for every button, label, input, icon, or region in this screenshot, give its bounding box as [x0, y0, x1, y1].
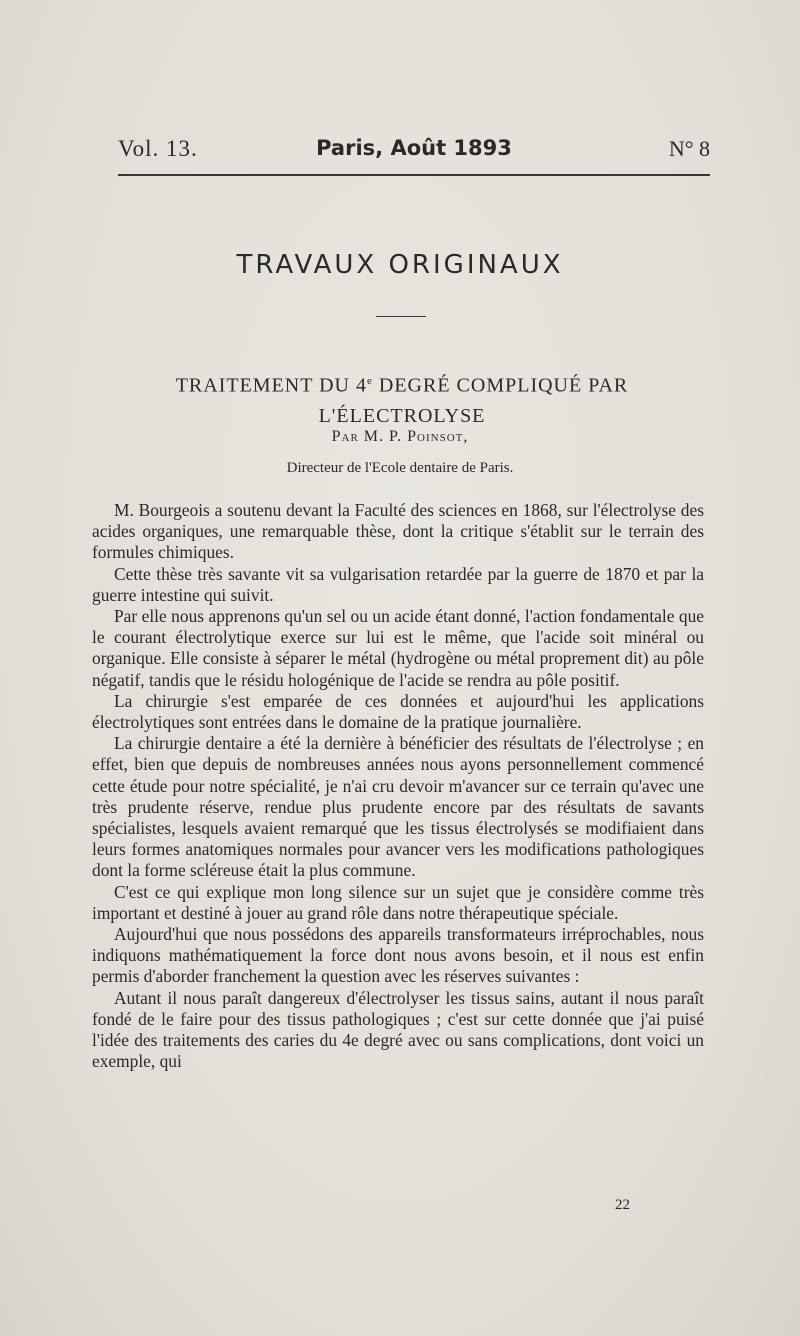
article-title-line-2: L'ÉLECTROLYSE — [318, 404, 486, 427]
section-divider — [376, 316, 426, 317]
paragraph: La chirurgie dentaire a été la dernière à bénéficier des résultats de l'électrolyse ; en effet, bien que depuis de nombreuses années nous ayons personnellement commencé cette étude pour notre spécialité, je n'ai cru devoir m'avancer sur ce terrain qu'avec une très prudente réserve, rendue plus prudente encore par des résultats de savants spécialistes, lesquels avaient remarqué que les tissus électrolysés se modifiaient dans leurs formes anatomiques normales pour avancer vers les modifications pathologiques dont la forme scléreuse était la plus commune. — [92, 733, 704, 881]
title-part-b: DEGRÉ COMPLIQUÉ PAR — [372, 374, 629, 397]
article-title — [100, 366, 704, 431]
article-body — [92, 500, 704, 1072]
author-byline: Par M. P. Poinsot, — [331, 428, 469, 445]
paragraph: Aujourd'hui que nous possédons des appareils transformateurs irréprochables, nous indiquons mathématiquement la force dont nous avons besoin, et il nous est enfin permis d'aborder franchement la question avec les réserves suivantes : — [92, 924, 704, 987]
running-header — [118, 136, 710, 166]
paragraph: M. Bourgeois a soutenu devant la Faculté des sciences en 1868, sur l'électrolyse des acides organiques, une remarquable thèse, dont la critique s'établit sur le terrain des formules chimiques. — [92, 500, 704, 563]
title-part-a: TRAITEMENT DU 4 — [175, 374, 367, 397]
section-title: TRAVAUX ORIGINAUX — [236, 250, 564, 280]
issue-number: N° 8 — [668, 136, 710, 161]
title-superscript: e — [366, 375, 373, 387]
volume-label: Vol. 13. — [118, 136, 198, 161]
article-title-line-1 — [100, 366, 704, 401]
author-affiliation: Directeur de l'Ecole dentaire de Paris. — [286, 460, 514, 476]
issue-date: Paris, Août 1893 — [316, 136, 512, 160]
page-number: 22 — [615, 1197, 630, 1213]
header-rule — [118, 174, 710, 176]
paragraph: C'est ce qui explique mon long silence sur un sujet que je considère comme très important et destiné à jouer au grand rôle dans notre thérapeutique spéciale. — [92, 881, 704, 923]
paragraph: Par elle nous apprenons qu'un sel ou un acide étant donné, l'action fondamentale que le courant électrolytique exerce sur lui est le même, que l'acide soit minéral ou organique. Elle consiste à séparer le métal (hydrogène ou métal proprement dit) au pôle négatif, tandis que le résidu hologénique de l'acide se rendra au pôle positif. — [92, 606, 704, 690]
paragraph: La chirurgie s'est emparée de ces données et aujourd'hui les applications électrolytiques sont entrées dans le domaine de la pratique journalière. — [92, 690, 704, 733]
paragraph: Autant il nous paraît dangereux d'électrolyser les tissus sains, autant il nous paraît fondé de le faire pour des tissus pathologiques ; c'est sur cette donnée que j'ai puisé l'idée des traitements des caries du 4e degré avec ou sans complications, dont voici un exemple, qui — [92, 987, 704, 1072]
paragraph: Cette thèse très savante vit sa vulgarisation retardée par la guerre de 1870 et par la guerre intestine qui suivit. — [92, 563, 704, 605]
